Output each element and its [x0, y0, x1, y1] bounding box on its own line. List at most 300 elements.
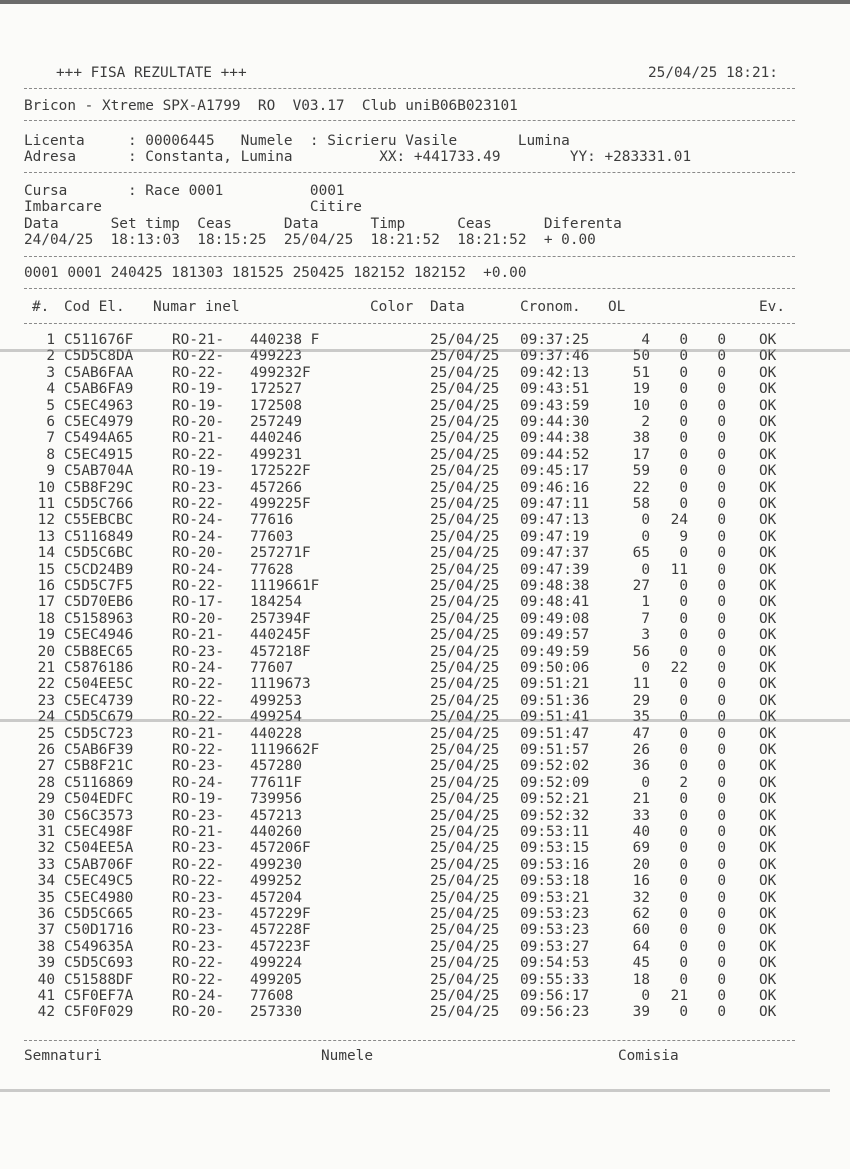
table-row [0, 939, 850, 956]
row-time: 09:53:15 [520, 840, 590, 857]
row-time: 09:52:32 [520, 807, 590, 824]
row-ol-1: 62 [632, 906, 650, 922]
row-ring-prefix: RO-24- [172, 528, 224, 545]
table-row [0, 660, 850, 677]
scan-smear [0, 1089, 830, 1092]
row-ring-number: 257394F [250, 610, 311, 627]
table-row [0, 545, 850, 562]
row-index: 21 [37, 660, 55, 676]
row-ol-2: 21 [670, 988, 688, 1004]
row-chip-id: C5B8EC65 [64, 643, 134, 660]
row-time: 09:56:17 [520, 988, 590, 1004]
row-index: 12 [37, 512, 55, 529]
row-ring-number: 77628 [250, 561, 294, 578]
row-ol-2: 0 [679, 791, 688, 808]
table-row [0, 381, 850, 398]
row-status: OK [759, 824, 777, 840]
row-chip-id: C56C3573 [64, 807, 134, 824]
row-ol-2: 0 [679, 381, 688, 398]
row-chip-id: C5B8F21C [64, 758, 134, 775]
row-ol-2: 0 [679, 348, 688, 365]
row-ol-2: 0 [679, 807, 688, 824]
row-ol-3: 0 [717, 594, 726, 611]
row-ol-2: 0 [679, 643, 688, 660]
row-date: 25/04/25 [430, 528, 500, 545]
row-status: OK [759, 545, 777, 562]
row-ring-number: 457229F [250, 906, 311, 922]
row-ring-prefix: RO-20- [172, 1004, 224, 1021]
row-ring-prefix: RO-23- [172, 807, 224, 824]
row-status: OK [759, 496, 777, 512]
row-date: 25/04/25 [430, 856, 500, 873]
row-chip-id: C5494A65 [64, 430, 134, 447]
row-ol-2: 0 [679, 856, 688, 873]
row-ol-2: 11 [670, 561, 688, 578]
row-date: 25/04/25 [430, 758, 500, 775]
row-ring-number: 77607 [250, 660, 294, 676]
row-status: OK [759, 955, 777, 972]
table-row [0, 824, 850, 841]
row-date: 25/04/25 [430, 725, 500, 742]
divider [24, 88, 795, 89]
row-ring-number: 1119662F [250, 742, 320, 758]
row-time: 09:54:53 [520, 955, 590, 972]
row-chip-id: C5116849 [64, 528, 134, 545]
row-ol-1: 32 [632, 889, 650, 906]
page-top-edge [0, 0, 850, 4]
row-chip-id: C5876186 [64, 660, 134, 676]
row-ol-3: 0 [717, 643, 726, 660]
row-status: OK [759, 709, 777, 726]
row-chip-id: C5B8F29C [64, 479, 134, 496]
row-index: 31 [37, 824, 55, 840]
row-ring-number: 257271F [250, 545, 311, 562]
row-ol-1: 26 [632, 742, 650, 758]
col-color: Color [370, 299, 414, 315]
row-time: 09:53:23 [520, 906, 590, 922]
row-ring-prefix: RO-19- [172, 791, 224, 808]
row-status: OK [759, 856, 777, 873]
row-time: 09:43:51 [520, 381, 590, 398]
row-ring-number: 77603 [250, 528, 294, 545]
row-ring-prefix: RO-24- [172, 561, 224, 578]
row-ring-prefix: RO-24- [172, 512, 224, 529]
table-row [0, 922, 850, 939]
row-date: 25/04/25 [430, 627, 500, 644]
row-ring-prefix: RO-21- [172, 332, 224, 348]
row-index: 35 [37, 889, 55, 906]
row-ol-2: 0 [679, 364, 688, 381]
row-ring-prefix: RO-22- [172, 856, 224, 873]
row-ring-number: 499225F [250, 496, 311, 512]
row-chip-id: C5CD24B9 [64, 561, 134, 578]
row-ring-prefix: RO-19- [172, 381, 224, 398]
row-index: 22 [37, 676, 55, 693]
address-line: Adresa : Constanta, Lumina XX: +441733.49 YY: +283331.01 [24, 149, 692, 165]
row-date: 25/04/25 [430, 414, 500, 430]
row-ring-prefix: RO-23- [172, 479, 224, 496]
divider [24, 256, 795, 257]
table-row [0, 447, 850, 464]
row-index: 25 [37, 725, 55, 742]
row-time: 09:53:21 [520, 889, 590, 906]
row-ring-prefix: RO-23- [172, 889, 224, 906]
license-line: Licenta : 00006445 Numele : Sicrieru Vasile Lumina [24, 133, 570, 149]
row-ol-2: 0 [679, 479, 688, 496]
row-status: OK [759, 1004, 777, 1021]
row-ol-1: 0 [641, 528, 650, 545]
row-ol-3: 0 [717, 627, 726, 644]
row-index: 10 [37, 479, 55, 496]
row-time: 09:47:11 [520, 496, 590, 512]
col-ol: OL [608, 299, 626, 315]
row-ol-1: 0 [641, 774, 650, 791]
embark-read-labels: Imbarcare Citire [24, 199, 362, 215]
print-timestamp: 25/04/25 18:21: [648, 65, 778, 81]
row-ol-3: 0 [717, 709, 726, 726]
table-row [0, 709, 850, 726]
row-ring-prefix: RO-22- [172, 955, 224, 972]
row-ol-3: 0 [717, 364, 726, 381]
row-ol-2: 0 [679, 446, 688, 463]
divider [24, 120, 795, 121]
table-row [0, 463, 850, 480]
row-chip-id: C5EC4915 [64, 446, 134, 463]
row-ring-prefix: RO-24- [172, 660, 224, 676]
row-date: 25/04/25 [430, 840, 500, 857]
row-chip-id: C5D5C723 [64, 725, 134, 742]
row-index: 20 [37, 643, 55, 660]
row-ol-1: 0 [641, 988, 650, 1004]
table-row [0, 840, 850, 857]
row-ol-2: 0 [679, 938, 688, 955]
divider [24, 288, 795, 289]
row-ol-2: 0 [679, 922, 688, 939]
table-row [0, 480, 850, 497]
row-ring-prefix: RO-23- [172, 938, 224, 955]
row-status: OK [759, 414, 777, 430]
row-ring-number: 499253 [250, 692, 302, 709]
row-ol-3: 0 [717, 725, 726, 742]
row-ol-2: 0 [679, 332, 688, 348]
row-time: 09:52:09 [520, 774, 590, 791]
row-ol-1: 11 [632, 676, 650, 693]
table-row [0, 808, 850, 825]
row-index: 28 [37, 774, 55, 791]
row-ol-2: 0 [679, 676, 688, 693]
divider [24, 323, 795, 324]
row-index: 34 [37, 873, 55, 890]
row-time: 09:51:36 [520, 692, 590, 709]
row-time: 09:51:21 [520, 676, 590, 693]
row-date: 25/04/25 [430, 381, 500, 398]
row-status: OK [759, 479, 777, 496]
row-status: OK [759, 446, 777, 463]
row-index: 38 [37, 938, 55, 955]
row-ol-3: 0 [717, 988, 726, 1004]
row-chip-id: C504EE5C [64, 676, 134, 693]
row-index: 32 [37, 840, 55, 857]
device-info-line: Bricon - Xtreme SPX-A1799 RO V03.17 Club uniB06B023101 [24, 98, 518, 114]
row-date: 25/04/25 [430, 545, 500, 562]
row-time: 09:52:02 [520, 758, 590, 775]
row-date: 25/04/25 [430, 807, 500, 824]
row-index: 19 [37, 627, 55, 644]
row-chip-id: C5EC49C5 [64, 873, 134, 890]
table-row [0, 365, 850, 382]
row-date: 25/04/25 [430, 348, 500, 365]
row-status: OK [759, 348, 777, 365]
table-row [0, 873, 850, 890]
row-status: OK [759, 430, 777, 447]
row-ring-number: 739956 [250, 791, 302, 808]
row-status: OK [759, 364, 777, 381]
table-row [0, 578, 850, 595]
row-time: 09:47:13 [520, 512, 590, 529]
row-chip-id: C5AB6FAA [64, 364, 134, 381]
row-time: 09:42:13 [520, 364, 590, 381]
row-ol-3: 0 [717, 906, 726, 922]
row-status: OK [759, 774, 777, 791]
row-chip-id: C5EC498F [64, 824, 134, 840]
row-status: OK [759, 594, 777, 611]
row-status: OK [759, 840, 777, 857]
row-chip-id: C5EC4739 [64, 692, 134, 709]
row-ol-3: 0 [717, 856, 726, 873]
row-ol-3: 0 [717, 840, 726, 857]
row-index: 1 [46, 332, 55, 348]
row-ol-1: 58 [632, 496, 650, 512]
row-ring-prefix: RO-20- [172, 414, 224, 430]
row-ol-1: 7 [641, 610, 650, 627]
row-ring-prefix: RO-23- [172, 758, 224, 775]
row-date: 25/04/25 [430, 988, 500, 1004]
row-ol-1: 35 [632, 709, 650, 726]
row-chip-id: C511676F [64, 332, 134, 348]
row-time: 09:53:27 [520, 938, 590, 955]
row-ring-number: 172508 [250, 397, 302, 414]
row-ring-prefix: RO-17- [172, 594, 224, 611]
row-ol-3: 0 [717, 660, 726, 676]
row-ol-3: 0 [717, 479, 726, 496]
row-ring-number: 440246 [250, 430, 302, 447]
row-ol-3: 0 [717, 1004, 726, 1021]
row-ol-2: 0 [679, 906, 688, 922]
row-date: 25/04/25 [430, 561, 500, 578]
row-time: 09:53:11 [520, 824, 590, 840]
row-time: 09:47:37 [520, 545, 590, 562]
row-chip-id: C5EC4946 [64, 627, 134, 644]
row-ol-3: 0 [717, 971, 726, 988]
row-ol-1: 38 [632, 430, 650, 447]
row-ol-3: 0 [717, 528, 726, 545]
row-status: OK [759, 463, 777, 480]
row-ring-number: 499205 [250, 971, 302, 988]
row-time: 09:48:38 [520, 578, 590, 594]
row-ol-1: 45 [632, 955, 650, 972]
col-index: #. [32, 299, 50, 315]
time-column-labels: Data Set timp Ceas Data Timp Ceas Diferenta [24, 216, 622, 232]
row-ol-1: 29 [632, 692, 650, 709]
table-row [0, 414, 850, 431]
row-index: 16 [37, 578, 55, 594]
row-time: 09:44:30 [520, 414, 590, 430]
row-date: 25/04/25 [430, 397, 500, 414]
row-ol-1: 47 [632, 725, 650, 742]
row-status: OK [759, 561, 777, 578]
row-ol-3: 0 [717, 692, 726, 709]
table-row [0, 857, 850, 874]
row-ring-prefix: RO-23- [172, 922, 224, 939]
row-ring-number: 172522F [250, 463, 311, 480]
row-status: OK [759, 988, 777, 1004]
row-ring-number: 1119673 [250, 676, 311, 693]
row-chip-id: C5EC4963 [64, 397, 134, 414]
row-time: 09:51:41 [520, 709, 590, 726]
row-date: 25/04/25 [430, 1004, 500, 1021]
row-ring-number: 440228 [250, 725, 302, 742]
row-ring-number: 457213 [250, 807, 302, 824]
divider [24, 1040, 795, 1041]
row-ol-1: 51 [632, 364, 650, 381]
row-date: 25/04/25 [430, 430, 500, 447]
row-chip-id: C5D5C8DA [64, 348, 134, 365]
footer-signatures: Semnaturi [24, 1048, 102, 1064]
row-ring-prefix: RO-21- [172, 824, 224, 840]
row-index: 18 [37, 610, 55, 627]
row-index: 23 [37, 692, 55, 709]
row-ring-prefix: RO-24- [172, 988, 224, 1004]
row-ol-1: 36 [632, 758, 650, 775]
row-ring-number: 457228F [250, 922, 311, 939]
row-chip-id: C504EDFC [64, 791, 134, 808]
row-date: 25/04/25 [430, 463, 500, 480]
row-time: 09:47:19 [520, 528, 590, 545]
row-chip-id: C5D5C693 [64, 955, 134, 972]
row-status: OK [759, 807, 777, 824]
table-row [0, 594, 850, 611]
row-time: 09:43:59 [520, 397, 590, 414]
row-ol-3: 0 [717, 824, 726, 840]
row-ol-3: 0 [717, 414, 726, 430]
row-date: 25/04/25 [430, 791, 500, 808]
row-ring-prefix: RO-22- [172, 971, 224, 988]
table-row [0, 726, 850, 743]
row-ol-3: 0 [717, 791, 726, 808]
row-ring-number: 77616 [250, 512, 294, 529]
row-ring-number: 457218F [250, 643, 311, 660]
row-ring-prefix: RO-22- [172, 709, 224, 726]
row-ring-number: 457280 [250, 758, 302, 775]
row-ol-1: 2 [641, 414, 650, 430]
row-ring-prefix: RO-22- [172, 496, 224, 512]
row-ring-prefix: RO-20- [172, 610, 224, 627]
race-line: Cursa : Race 0001 0001 [24, 183, 345, 199]
row-ol-2: 0 [679, 496, 688, 512]
row-date: 25/04/25 [430, 446, 500, 463]
row-time: 09:37:25 [520, 332, 590, 348]
row-index: 42 [37, 1004, 55, 1021]
row-ol-3: 0 [717, 512, 726, 529]
row-index: 30 [37, 807, 55, 824]
row-date: 25/04/25 [430, 955, 500, 972]
table-row [0, 693, 850, 710]
row-status: OK [759, 660, 777, 676]
row-status: OK [759, 938, 777, 955]
row-ol-2: 0 [679, 840, 688, 857]
row-date: 25/04/25 [430, 594, 500, 611]
row-ol-2: 0 [679, 692, 688, 709]
row-ol-3: 0 [717, 610, 726, 627]
row-time: 09:53:16 [520, 856, 590, 873]
table-row [0, 512, 850, 529]
row-ring-prefix: RO-21- [172, 725, 224, 742]
row-ol-3: 0 [717, 774, 726, 791]
row-status: OK [759, 676, 777, 693]
row-date: 25/04/25 [430, 643, 500, 660]
row-ring-prefix: RO-22- [172, 742, 224, 758]
row-date: 25/04/25 [430, 332, 500, 348]
row-ol-2: 0 [679, 725, 688, 742]
row-chip-id: C5D5C7F5 [64, 578, 134, 594]
row-ol-1: 1 [641, 594, 650, 611]
table-row [0, 742, 850, 759]
row-date: 25/04/25 [430, 971, 500, 988]
row-ol-2: 0 [679, 742, 688, 758]
row-ol-3: 0 [717, 676, 726, 693]
row-time: 09:56:23 [520, 1004, 590, 1021]
row-date: 25/04/25 [430, 889, 500, 906]
row-ol-1: 65 [632, 545, 650, 562]
row-index: 4 [46, 381, 55, 398]
row-date: 25/04/25 [430, 906, 500, 922]
row-ring-prefix: RO-20- [172, 545, 224, 562]
row-chip-id: C51588DF [64, 971, 134, 988]
row-chip-id: C5F0F029 [64, 1004, 134, 1021]
row-status: OK [759, 578, 777, 594]
row-ol-3: 0 [717, 332, 726, 348]
row-index: 15 [37, 561, 55, 578]
row-index: 36 [37, 906, 55, 922]
row-status: OK [759, 791, 777, 808]
row-status: OK [759, 528, 777, 545]
row-status: OK [759, 332, 777, 348]
row-time: 09:48:41 [520, 594, 590, 611]
row-ol-3: 0 [717, 463, 726, 480]
row-chip-id: C5F0EF7A [64, 988, 134, 1004]
row-ol-3: 0 [717, 922, 726, 939]
row-index: 39 [37, 955, 55, 972]
row-ol-3: 0 [717, 938, 726, 955]
row-time: 09:53:23 [520, 922, 590, 939]
row-ring-number: 184254 [250, 594, 302, 611]
scan-smear [0, 349, 850, 352]
row-ol-2: 0 [679, 397, 688, 414]
row-chip-id: C5AB6FA9 [64, 381, 134, 398]
row-date: 25/04/25 [430, 922, 500, 939]
row-chip-id: C5116869 [64, 774, 134, 791]
table-row [0, 791, 850, 808]
row-status: OK [759, 922, 777, 939]
row-ol-2: 0 [679, 758, 688, 775]
row-status: OK [759, 692, 777, 709]
row-ol-1: 22 [632, 479, 650, 496]
row-date: 25/04/25 [430, 479, 500, 496]
table-row [0, 988, 850, 1005]
row-status: OK [759, 889, 777, 906]
row-ol-2: 0 [679, 1004, 688, 1021]
row-ring-number: 457204 [250, 889, 302, 906]
